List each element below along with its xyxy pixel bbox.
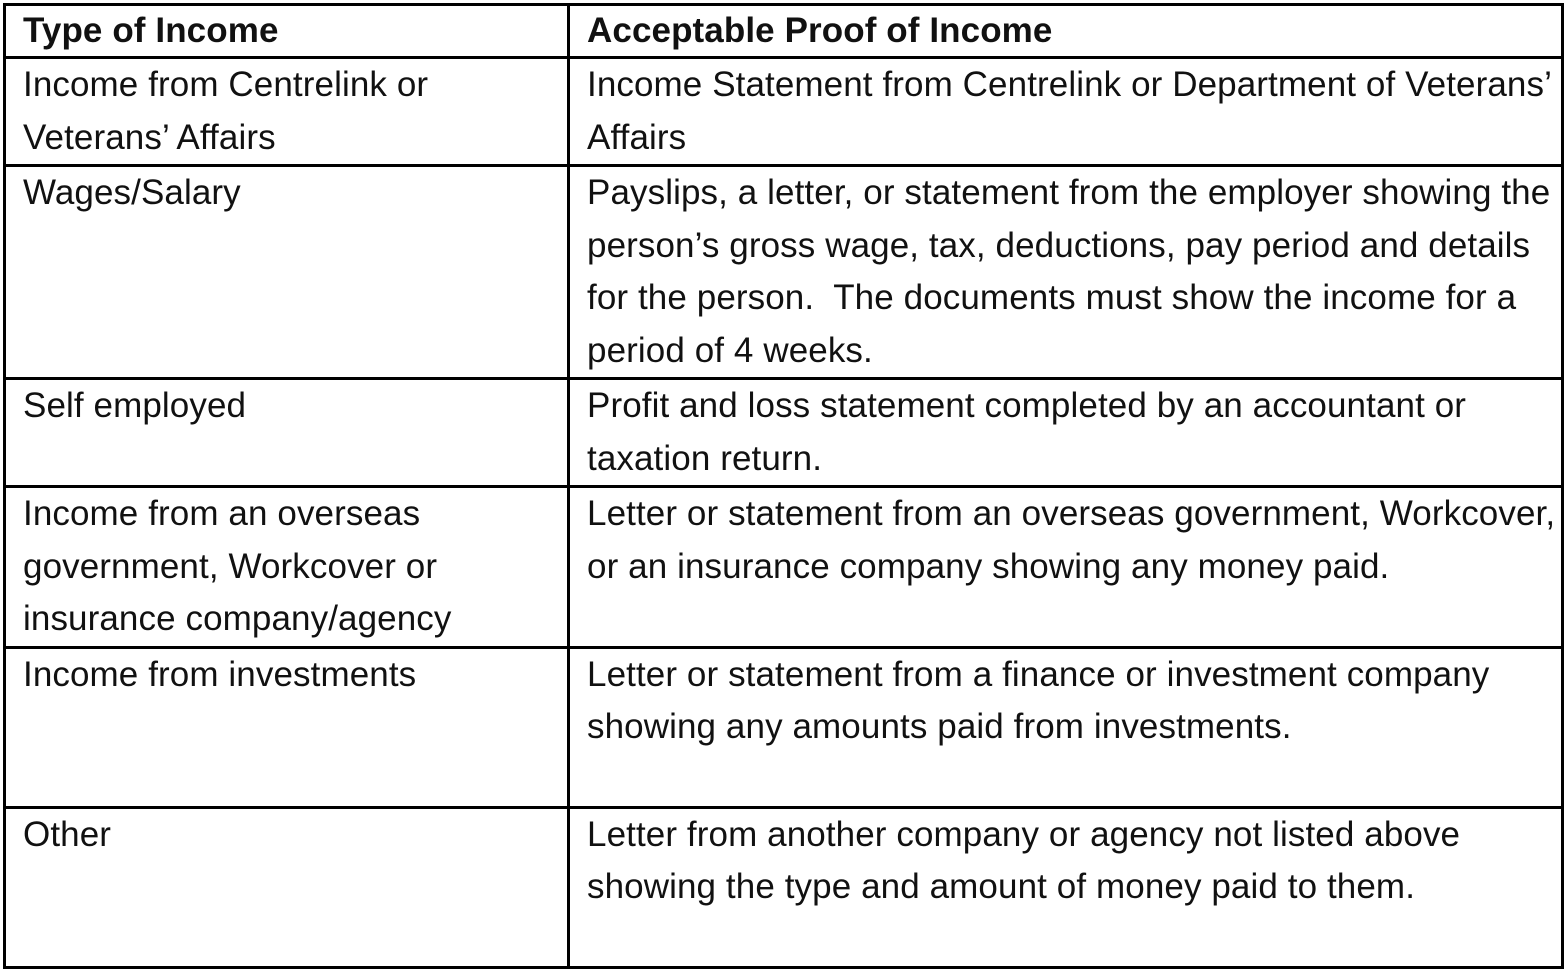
income-type-cell: Income from Centrelink or Veterans’ Affairs <box>5 58 569 166</box>
proof-cell: Letter from another company or agency not listed above showing the type and amount of money paid to them. <box>569 807 1563 967</box>
table-header-row <box>5 5 1563 58</box>
header-acceptable-proof: Acceptable Proof of Income <box>569 5 1563 58</box>
proof-cell: Letter or statement from an overseas government, Workcover, or an insurance company showing any money paid. <box>569 487 1563 648</box>
table-row <box>5 58 1563 166</box>
table-row <box>5 487 1563 648</box>
proof-cell: Payslips, a letter, or statement from the employer showing the person’s gross wage, tax, deductions, pay period and details for the person. The documents must show the income for a period of 4 weeks. <box>569 166 1563 379</box>
income-type-cell: Income from an overseas government, Workcover or insurance company/agency <box>5 487 569 648</box>
proof-cell: Profit and loss statement completed by an accountant or taxation return. <box>569 379 1563 487</box>
table-row <box>5 647 1563 807</box>
proof-cell: Letter or statement from a finance or investment company showing any amounts paid from investments. <box>569 647 1563 807</box>
income-type-cell: Wages/Salary <box>5 166 569 379</box>
income-type-cell: Other <box>5 807 569 967</box>
proof-of-income-table <box>3 3 1564 969</box>
table-row <box>5 807 1563 967</box>
table-row <box>5 166 1563 379</box>
header-type-of-income: Type of Income <box>5 5 569 58</box>
income-type-cell: Income from investments <box>5 647 569 807</box>
table-row <box>5 379 1563 487</box>
proof-cell: Income Statement from Centrelink or Department of Veterans’ Affairs <box>569 58 1563 166</box>
income-type-cell: Self employed <box>5 379 569 487</box>
